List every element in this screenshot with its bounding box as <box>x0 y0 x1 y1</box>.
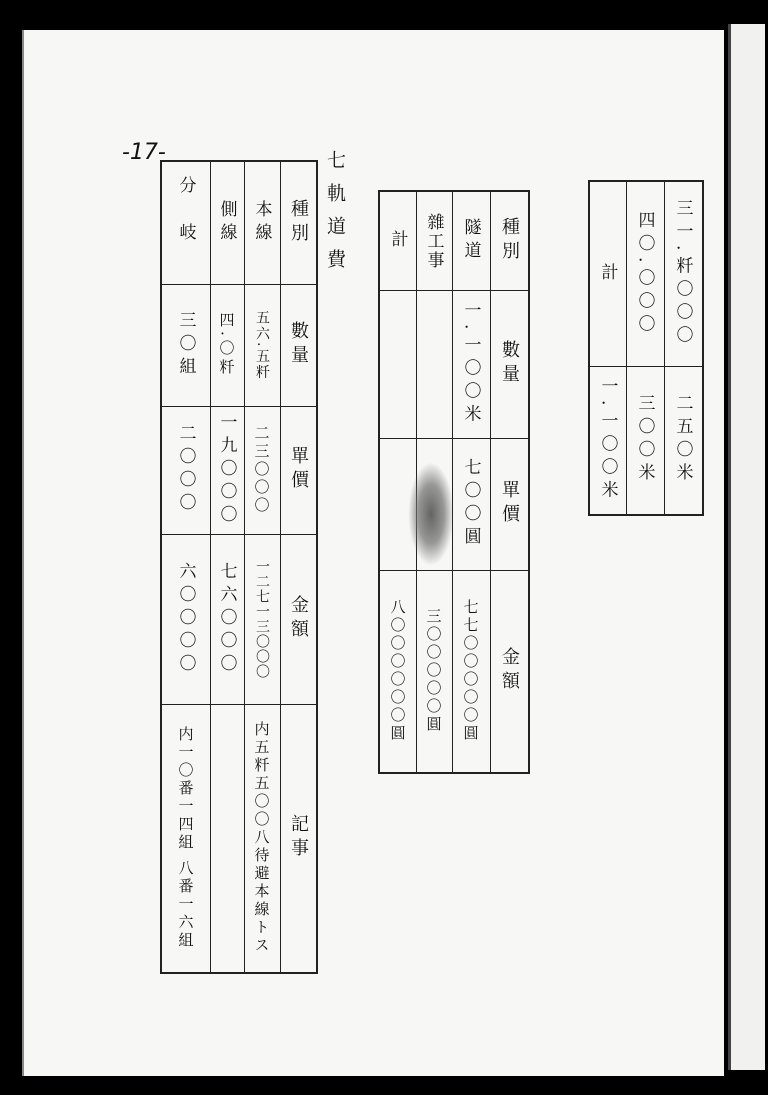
t2-row3-amount: 八〇〇〇〇〇〇圓 <box>388 599 407 743</box>
t1-header-unit: 單價 <box>288 446 309 494</box>
ink-stamp-mark <box>408 462 454 566</box>
t1-row1-unit: 二三〇〇〇 <box>252 425 271 515</box>
t1-row2-qty: 四.〇粁 <box>217 312 236 378</box>
t2-header-kind: 種別 <box>499 217 520 265</box>
t2-header-qty: 數量 <box>499 340 520 388</box>
section-title: 七軌道費 <box>324 150 346 282</box>
t2-row1-amount: 七七〇〇〇〇〇圓 <box>461 599 480 743</box>
t1-row3-note: 内一〇番一四組 八番一六組 <box>176 726 195 950</box>
t1-row3-amount: 六〇〇〇〇 <box>175 561 196 677</box>
t1-row2-kind: 側線 <box>216 200 237 246</box>
t2-header-unit: 單價 <box>499 480 520 528</box>
t2-row2-amount: 三〇〇〇〇〇圓 <box>424 608 443 734</box>
page-edge <box>728 24 765 1070</box>
t1-header-qty: 數量 <box>288 321 309 369</box>
t1-header-kind: 種別 <box>288 199 309 247</box>
track-cost-table <box>160 160 318 974</box>
t1-header-note: 記事 <box>288 814 309 862</box>
page-number: -17- <box>122 140 166 165</box>
t1-row1-amount: 一二七一三〇〇〇 <box>254 559 270 679</box>
t1-header-amount: 金額 <box>288 595 309 643</box>
t2-row3-kind: 計 <box>387 229 408 253</box>
tunnel-cost-table <box>378 190 530 774</box>
t3-row2-b: 三〇〇米 <box>634 394 655 486</box>
t2-row1-unit: 七〇〇圓 <box>460 458 481 550</box>
t3-row3-b: 一.一〇〇米 <box>597 376 618 504</box>
t2-header-amount: 金額 <box>499 647 520 695</box>
t2-row1-qty: 一.一〇〇米 <box>460 300 481 428</box>
t2-row2-kind: 雜工事 <box>423 212 444 270</box>
t1-row2-amount: 七六〇〇〇 <box>216 561 237 677</box>
t1-row2-unit: 一九〇〇〇 <box>216 412 237 528</box>
t1-row1-kind: 本線 <box>251 200 272 246</box>
t1-row1-note: 内五粁五〇〇八待避本線トス <box>252 721 271 955</box>
t3-row3-a: 計 <box>597 262 618 286</box>
t3-row2-a: 四〇.〇〇〇 <box>634 210 655 338</box>
t3-row1-b: 二五〇米 <box>672 394 693 486</box>
t1-row3-kind: 分岐 <box>175 176 196 270</box>
length-summary-table <box>588 180 704 516</box>
t3-row1-a: 三一.粁〇〇〇 <box>672 199 693 349</box>
t1-row3-unit: 二〇〇〇 <box>175 424 196 516</box>
t1-row3-qty: 三〇組 <box>175 310 196 380</box>
t2-row1-kind: 隧道 <box>460 218 481 264</box>
t1-row1-qty: 五六.五粁 <box>254 309 270 381</box>
